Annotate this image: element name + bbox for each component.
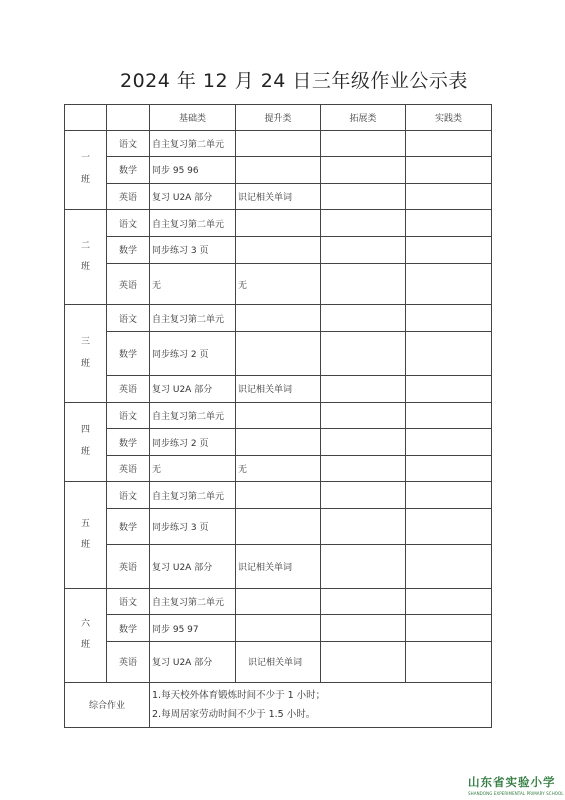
practice-homework-cell	[406, 544, 492, 588]
header-corner-cell	[107, 105, 150, 131]
class-name-cell	[65, 482, 107, 588]
expand-homework-cell	[321, 183, 406, 210]
table-row	[65, 263, 492, 305]
class-name-cell	[65, 305, 107, 402]
table-row	[65, 376, 492, 403]
basic-homework-cell: 复习 U2A 部分	[150, 183, 236, 210]
subject-cell: 英语	[107, 455, 150, 482]
table-row	[65, 305, 492, 332]
subject-cell: 语文	[107, 588, 150, 615]
improve-homework-cell: 无	[236, 263, 321, 305]
subject-cell: 英语	[107, 641, 150, 682]
class-name-cell	[65, 130, 107, 210]
basic-homework-cell: 同步练习 2 页	[150, 429, 236, 456]
table-row	[65, 641, 492, 682]
subject-cell: 语文	[107, 305, 150, 332]
improve-homework-cell	[236, 332, 321, 376]
basic-homework-cell: 同步练习 3 页	[150, 509, 236, 545]
basic-homework-cell: 无	[150, 455, 236, 482]
improve-homework-cell: 无	[236, 455, 321, 482]
subject-cell: 语文	[107, 210, 150, 237]
header-row	[65, 105, 492, 131]
subject-cell: 数学	[107, 615, 150, 642]
practice-homework-cell	[406, 210, 492, 237]
improve-homework-cell: 识记相关单词	[236, 641, 321, 682]
improve-homework-cell	[236, 588, 321, 615]
practice-homework-cell	[406, 641, 492, 682]
practice-homework-cell	[406, 429, 492, 456]
table-row	[65, 236, 492, 263]
subject-cell: 英语	[107, 183, 150, 210]
page-title: 2024 年 12 月 24 日三年级作业公示表	[120, 70, 468, 92]
basic-homework-cell: 同步 95 97	[150, 615, 236, 642]
practice-homework-cell	[406, 615, 492, 642]
subject-cell: 语文	[107, 402, 150, 429]
comprehensive-line: 2.每周居家劳动时间不少于 1.5 小时。	[152, 708, 316, 720]
expand-homework-cell	[321, 263, 406, 305]
table-row	[65, 210, 492, 237]
subject-cell: 英语	[107, 544, 150, 588]
basic-homework-cell: 同步练习 2 页	[150, 332, 236, 376]
comprehensive-label: 综合作业	[65, 682, 150, 727]
class-name-cell	[65, 210, 107, 305]
class-name-char: 班	[80, 358, 90, 369]
homework-table-body	[65, 105, 492, 728]
expand-homework-cell	[321, 429, 406, 456]
improve-homework-cell	[236, 236, 321, 263]
expand-homework-cell	[321, 210, 406, 237]
basic-homework-cell: 复习 U2A 部分	[150, 376, 236, 403]
subject-cell: 数学	[107, 157, 150, 184]
basic-homework-cell: 复习 U2A 部分	[150, 641, 236, 682]
practice-homework-cell	[406, 376, 492, 403]
improve-homework-cell	[236, 210, 321, 237]
subject-cell: 英语	[107, 263, 150, 305]
expand-homework-cell	[321, 588, 406, 615]
basic-homework-cell: 自主复习第二单元	[150, 305, 236, 332]
improve-homework-cell: 识记相关单词	[236, 544, 321, 588]
table-row	[65, 402, 492, 429]
table-row	[65, 509, 492, 545]
header-expand: 拓展类	[321, 105, 406, 131]
basic-homework-cell: 自主复习第二单元	[150, 210, 236, 237]
table-row	[65, 332, 492, 376]
subject-cell: 数学	[107, 509, 150, 545]
subject-cell: 语文	[107, 482, 150, 509]
class-name-cell	[65, 588, 107, 682]
subject-cell: 数学	[107, 332, 150, 376]
class-name-char: 五	[80, 518, 90, 529]
header-practice: 实践类	[406, 105, 492, 131]
class-name-char: 班	[80, 174, 90, 185]
practice-homework-cell	[406, 482, 492, 509]
expand-homework-cell	[321, 509, 406, 545]
basic-homework-cell: 无	[150, 263, 236, 305]
expand-homework-cell	[321, 305, 406, 332]
table-row	[65, 429, 492, 456]
practice-homework-cell	[406, 130, 492, 157]
practice-homework-cell	[406, 157, 492, 184]
improve-homework-cell	[236, 509, 321, 545]
expand-homework-cell	[321, 130, 406, 157]
school-logo	[468, 774, 562, 798]
class-name-char: 班	[80, 262, 90, 273]
expand-homework-cell	[321, 482, 406, 509]
basic-homework-cell: 自主复习第二单元	[150, 402, 236, 429]
practice-homework-cell	[406, 588, 492, 615]
basic-homework-cell: 自主复习第二单元	[150, 482, 236, 509]
table-row	[65, 482, 492, 509]
header-improve: 提升类	[236, 105, 321, 131]
comprehensive-line: 1.每天校外体育锻炼时间不少于 1 小时；	[152, 689, 326, 701]
school-logo-subtitle: SHANDONG EXPERIMENTAL PRIMARY SCHOOL	[468, 791, 564, 796]
expand-homework-cell	[321, 455, 406, 482]
header-corner-cell	[65, 105, 107, 131]
class-name-char: 班	[80, 540, 90, 551]
practice-homework-cell	[406, 183, 492, 210]
class-name-char: 六	[80, 618, 90, 629]
class-name-char: 一	[80, 153, 90, 164]
subject-cell: 英语	[107, 376, 150, 403]
expand-homework-cell	[321, 376, 406, 403]
basic-homework-cell: 自主复习第二单元	[150, 588, 236, 615]
subject-cell: 数学	[107, 429, 150, 456]
improve-homework-cell: 识记相关单词	[236, 376, 321, 403]
expand-homework-cell	[321, 641, 406, 682]
practice-homework-cell	[406, 509, 492, 545]
table-row	[65, 615, 492, 642]
class-name-char: 四	[80, 425, 90, 436]
table-row	[65, 130, 492, 157]
practice-homework-cell	[406, 402, 492, 429]
practice-homework-cell	[406, 305, 492, 332]
practice-homework-cell	[406, 455, 492, 482]
practice-homework-cell	[406, 263, 492, 305]
improve-homework-cell	[236, 157, 321, 184]
school-logo-name: 山东省实验小学	[468, 775, 556, 789]
comprehensive-row	[65, 682, 492, 727]
basic-homework-cell: 同步练习 3 页	[150, 236, 236, 263]
improve-homework-cell	[236, 482, 321, 509]
expand-homework-cell	[321, 157, 406, 184]
table-row	[65, 588, 492, 615]
class-name-char: 三	[80, 336, 90, 347]
subject-cell: 语文	[107, 130, 150, 157]
expand-homework-cell	[321, 544, 406, 588]
class-name-char: 班	[80, 447, 90, 458]
table-row	[65, 455, 492, 482]
basic-homework-cell: 同步 95 96	[150, 157, 236, 184]
improve-homework-cell: 识记相关单词	[236, 183, 321, 210]
improve-homework-cell	[236, 402, 321, 429]
practice-homework-cell	[406, 236, 492, 263]
expand-homework-cell	[321, 402, 406, 429]
table-row	[65, 544, 492, 588]
basic-homework-cell: 自主复习第二单元	[150, 130, 236, 157]
header-basic: 基础类	[150, 105, 236, 131]
class-name-char: 班	[80, 640, 90, 651]
expand-homework-cell	[321, 332, 406, 376]
expand-homework-cell	[321, 615, 406, 642]
practice-homework-cell	[406, 332, 492, 376]
improve-homework-cell	[236, 429, 321, 456]
comprehensive-content	[150, 682, 492, 727]
improve-homework-cell	[236, 305, 321, 332]
table-row	[65, 157, 492, 184]
improve-homework-cell	[236, 130, 321, 157]
homework-table	[64, 104, 492, 728]
improve-homework-cell	[236, 615, 321, 642]
basic-homework-cell: 复习 U2A 部分	[150, 544, 236, 588]
class-name-cell	[65, 402, 107, 482]
table-row	[65, 183, 492, 210]
class-name-char: 二	[80, 240, 90, 251]
subject-cell: 数学	[107, 236, 150, 263]
expand-homework-cell	[321, 236, 406, 263]
